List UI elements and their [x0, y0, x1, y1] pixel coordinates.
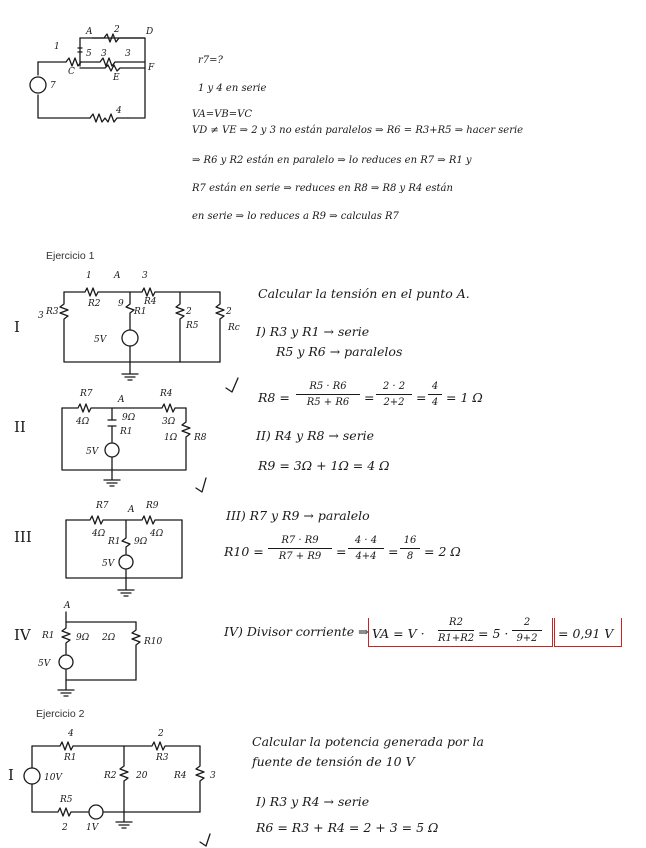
top-reasoning-line-2: ⇒ R6 y R2 están en paralelo ⇒ lo reduces en R7 ⇒ R1 y: [192, 155, 472, 166]
circuit-step-4: [30, 598, 190, 698]
c4-label-src: 5V: [38, 659, 51, 669]
ex2-label-R1: R1: [64, 753, 77, 763]
top-fig-label-1: 1: [54, 42, 60, 52]
r8-numerator: R5 · R6: [309, 381, 347, 392]
va-mid-numerator: 2: [523, 617, 531, 628]
r10-numerator: R7 · R9: [281, 535, 319, 546]
c1-label-R2: R2: [88, 299, 101, 309]
top-question: r7=?: [198, 55, 223, 66]
circuit-exercise-2: [24, 726, 224, 848]
step-1-series: I) R3 y R1 → serie: [256, 324, 370, 339]
va-mid: = 5 ·: [478, 626, 509, 641]
r8-q-numerator: 4: [431, 381, 439, 392]
ex2-roman-1: I: [8, 766, 14, 784]
top-equal-voltages: VA=VB=VC: [192, 109, 252, 120]
circuit-step-1: [30, 262, 260, 382]
va-mid-denominator: 9+2: [516, 633, 538, 644]
c2-label-1ohm: 1Ω: [164, 433, 178, 443]
top-fig-label-F: F: [148, 63, 155, 73]
r8-denominator: R5 + R6: [306, 397, 350, 408]
r8-lhs: R8 =: [258, 390, 290, 405]
c1-label-2b: 2: [226, 307, 232, 317]
ex2-label-4: 4: [68, 729, 74, 739]
exercise-2-task-line-2: fuente de tensión de 10 V: [252, 754, 415, 769]
c1-label-9: 9: [118, 299, 124, 309]
c1-label-R3: R3: [46, 307, 59, 317]
ex2-label-R2: R2: [104, 771, 117, 781]
r10-result: = 2 Ω: [424, 544, 461, 559]
va-denominator: R1+R2: [438, 633, 475, 644]
c3-label-4ohm: 4Ω: [92, 529, 106, 539]
c3-label-R7: R7: [96, 501, 109, 511]
c1-label-src: 5V: [94, 335, 107, 345]
r8-eq-2: =: [416, 390, 427, 405]
ex2-label-src: 10V: [44, 773, 62, 783]
top-circuit-diagram: [20, 20, 160, 130]
c1-label-R1: R1: [134, 307, 147, 317]
top-fig-label-D: D: [146, 27, 154, 37]
exercise-1-task: Calcular la tensión en el punto A.: [258, 286, 470, 301]
ex2-label-2b: 2: [62, 823, 68, 833]
top-reasoning-line-4: en serie ⇒ lo reduces a R9 ⇒ calculas R7: [192, 211, 399, 222]
c2-label-R7: R7: [80, 389, 93, 399]
top-fig-label-4: 4: [116, 106, 122, 116]
c4-label-R10: R10: [144, 637, 163, 647]
ex2-label-3: 3: [210, 771, 216, 781]
top-series-note: 1 y 4 en serie: [198, 83, 267, 94]
c4-label-2ohm: 2Ω: [102, 633, 116, 643]
r8-mid-numerator: 2 · 2: [382, 381, 406, 392]
r10-eq-1: =: [336, 544, 347, 559]
c2-label-R4: R4: [160, 389, 173, 399]
step-1-parallel: R5 y R6 → paralelos: [276, 344, 403, 359]
r10-denominator: R7 + R9: [278, 551, 322, 562]
ex2-label-R5: R5: [60, 795, 73, 805]
c2-label-src: 5V: [86, 447, 99, 457]
step-4-divisor: IV) Divisor corriente ⇒: [224, 624, 369, 639]
r10-mid-numerator: 4 · 4: [354, 535, 378, 546]
c4-label-R1: R1: [42, 631, 55, 641]
c3-label-A: A: [128, 505, 135, 515]
c2-label-3ohm: 3Ω: [162, 417, 176, 427]
circuit-step-3: [56, 478, 226, 603]
ex2-label-R4: R4: [174, 771, 187, 781]
step-roman-2: II: [14, 418, 26, 436]
top-fig-label-src: 7: [50, 81, 56, 91]
step-roman-3: III: [14, 528, 32, 546]
c1-label-Rc: Rc: [228, 323, 240, 333]
step-roman-4: IV: [14, 626, 31, 644]
c3-label-src: 5V: [102, 559, 115, 569]
c3-label-R9: R9: [146, 501, 159, 511]
c1-label-A: A: [114, 271, 121, 281]
r10-lhs: R10 =: [224, 544, 264, 559]
exercise-2-task-line-1: Calcular la potencia generada por la: [252, 734, 484, 749]
r8-result: = 1 Ω: [446, 390, 483, 405]
ex2-label-R3: R3: [156, 753, 169, 763]
c4-label-9ohm: 9Ω: [76, 633, 90, 643]
r10-mid-denominator: 4+4: [355, 551, 377, 562]
c2-label-A: A: [118, 395, 125, 405]
r10-eq-2: =: [388, 544, 399, 559]
r10-q-numerator: 16: [403, 535, 417, 546]
c2-label-9ohm: 9Ω: [122, 413, 136, 423]
c1-label-3: 3: [142, 271, 148, 281]
top-fig-label-E: E: [113, 73, 120, 83]
r8-mid-denominator: 2+2: [383, 397, 405, 408]
top-fig-label-C: C: [68, 67, 75, 77]
top-fig-label-2: 2: [114, 25, 120, 35]
c1-label-R5: R5: [186, 321, 199, 331]
c2-label-R8: R8: [194, 433, 207, 443]
ex2-label-2: 2: [158, 729, 164, 739]
exercise-1-title: Ejercicio 1: [46, 250, 95, 262]
c1-label-left3: 3: [38, 311, 44, 321]
c1-label-R4: R4: [144, 297, 157, 307]
step-roman-1: I: [14, 318, 20, 336]
ex2-step-1-series: I) R3 y R4 → serie: [256, 794, 370, 809]
top-fig-label-3b: 3: [125, 49, 131, 59]
r10-q-denominator: 8: [406, 551, 414, 562]
c1-label-1: 1: [86, 271, 92, 281]
step-2-r9: R9 = 3Ω + 1Ω = 4 Ω: [258, 458, 390, 473]
c1-label-2a: 2: [186, 307, 192, 317]
c4-label-A: A: [64, 601, 71, 611]
va-lhs: VA = V ·: [372, 626, 425, 641]
r8-eq-1: =: [364, 390, 375, 405]
top-fig-label-5: 5: [86, 49, 92, 59]
c3-label-4ohm-b: 4Ω: [150, 529, 164, 539]
top-fig-label-3: 3: [101, 49, 107, 59]
c2-label-4ohm: 4Ω: [76, 417, 90, 427]
c3-label-R1: R1: [108, 537, 121, 547]
r8-q-denominator: 4: [431, 397, 439, 408]
step-2-series: II) R4 y R8 → serie: [256, 428, 375, 443]
circuit-step-2: [52, 378, 252, 488]
top-fig-label-A: A: [86, 27, 93, 37]
c2-label-R1: R1: [120, 427, 133, 437]
ex2-step-1-r6: R6 = R3 + R4 = 2 + 3 = 5 Ω: [256, 820, 439, 835]
exercise-2-title: Ejercicio 2: [36, 708, 85, 720]
va-numerator: R2: [449, 617, 463, 628]
top-reasoning-line-1: VD ≠ VE ⇒ 2 y 3 no están paralelos ⇒ R6 = R3+R5 ⇒ hacer serie: [192, 125, 524, 136]
va-result: = 0,91 V: [558, 626, 614, 641]
step-3-parallel: III) R7 y R9 → paralelo: [226, 508, 370, 523]
ex2-label-20: 20: [136, 771, 148, 781]
ex2-label-src2: 1V: [86, 823, 99, 833]
c3-label-9ohm: 9Ω: [134, 537, 148, 547]
top-reasoning-line-3: R7 están en serie ⇒ reduces en R8 ⇒ R8 y R4 están: [192, 183, 453, 194]
